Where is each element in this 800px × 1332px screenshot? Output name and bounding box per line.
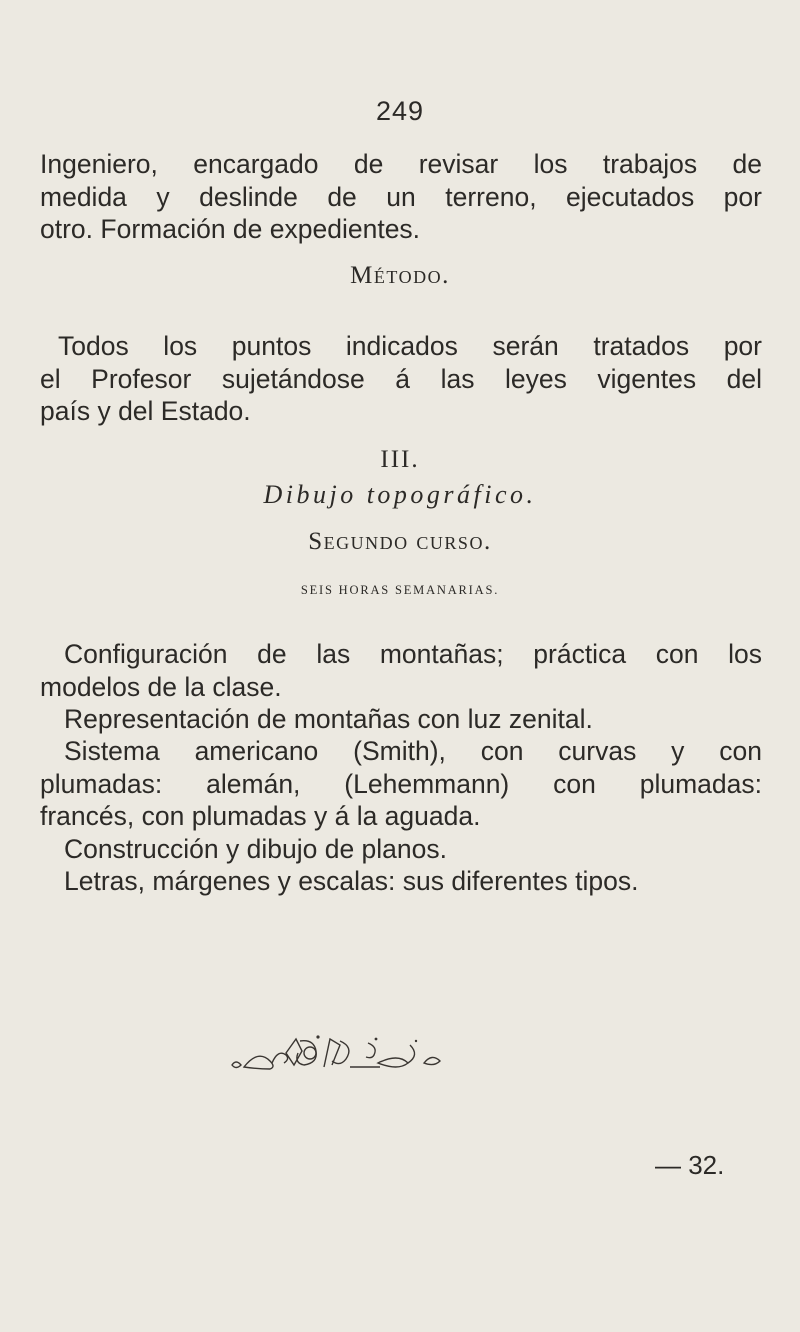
- list-item-line: plumadas: alemán, (Lehemmann) con plumadas:: [40, 768, 762, 799]
- paragraph-1: [40, 148, 762, 246]
- section-title: Dibujo topográfico.: [263, 480, 537, 509]
- list-item-line: Configuración de las montañas; práctica con los: [64, 639, 762, 669]
- paragraph-2-line: país y del Estado.: [40, 396, 251, 426]
- list-item-line: Sistema americano (Smith), con curvas y con: [64, 736, 762, 766]
- list-item: [40, 865, 762, 898]
- list-item-line: Construcción y dibujo de planos.: [64, 834, 448, 864]
- section-number: III.: [380, 446, 420, 473]
- paragraph-2: [40, 330, 762, 428]
- list-item-line: modelos de la clase.: [40, 671, 282, 702]
- signature-mark: — 32.: [655, 1150, 725, 1180]
- page-number: 249: [375, 96, 425, 126]
- paragraph-2-line: Todos los puntos indicados serán tratados por: [58, 331, 762, 361]
- ornament-icon: [228, 1033, 458, 1073]
- list-item: [40, 638, 762, 703]
- paragraph-1-line: otro. Formación de expedientes.: [40, 214, 421, 244]
- list-item: [40, 833, 762, 866]
- hours-heading: SEIS HORAS SEMANARIAS.: [300, 583, 500, 597]
- list-item-line: francés, con plumadas y á la aguada.: [40, 801, 481, 831]
- paragraph-2-line: el Profesor sujetándose á las leyes vigentes del: [40, 363, 762, 394]
- list-item-line: Representación de montañas con luz zenital.: [64, 704, 593, 734]
- paragraph-1-line: medida y deslinde de un terreno, ejecutados por: [40, 181, 762, 212]
- list-item: [40, 735, 762, 833]
- metodo-heading: Método.: [350, 262, 450, 289]
- paragraph-1-line: Ingeniero, encargado de revisar los trabajos de: [40, 149, 762, 179]
- list-item-line: Letras, márgenes y escalas: sus diferentes tipos.: [64, 866, 639, 896]
- course-heading: Segundo curso.: [308, 528, 492, 555]
- list-item: [40, 703, 762, 736]
